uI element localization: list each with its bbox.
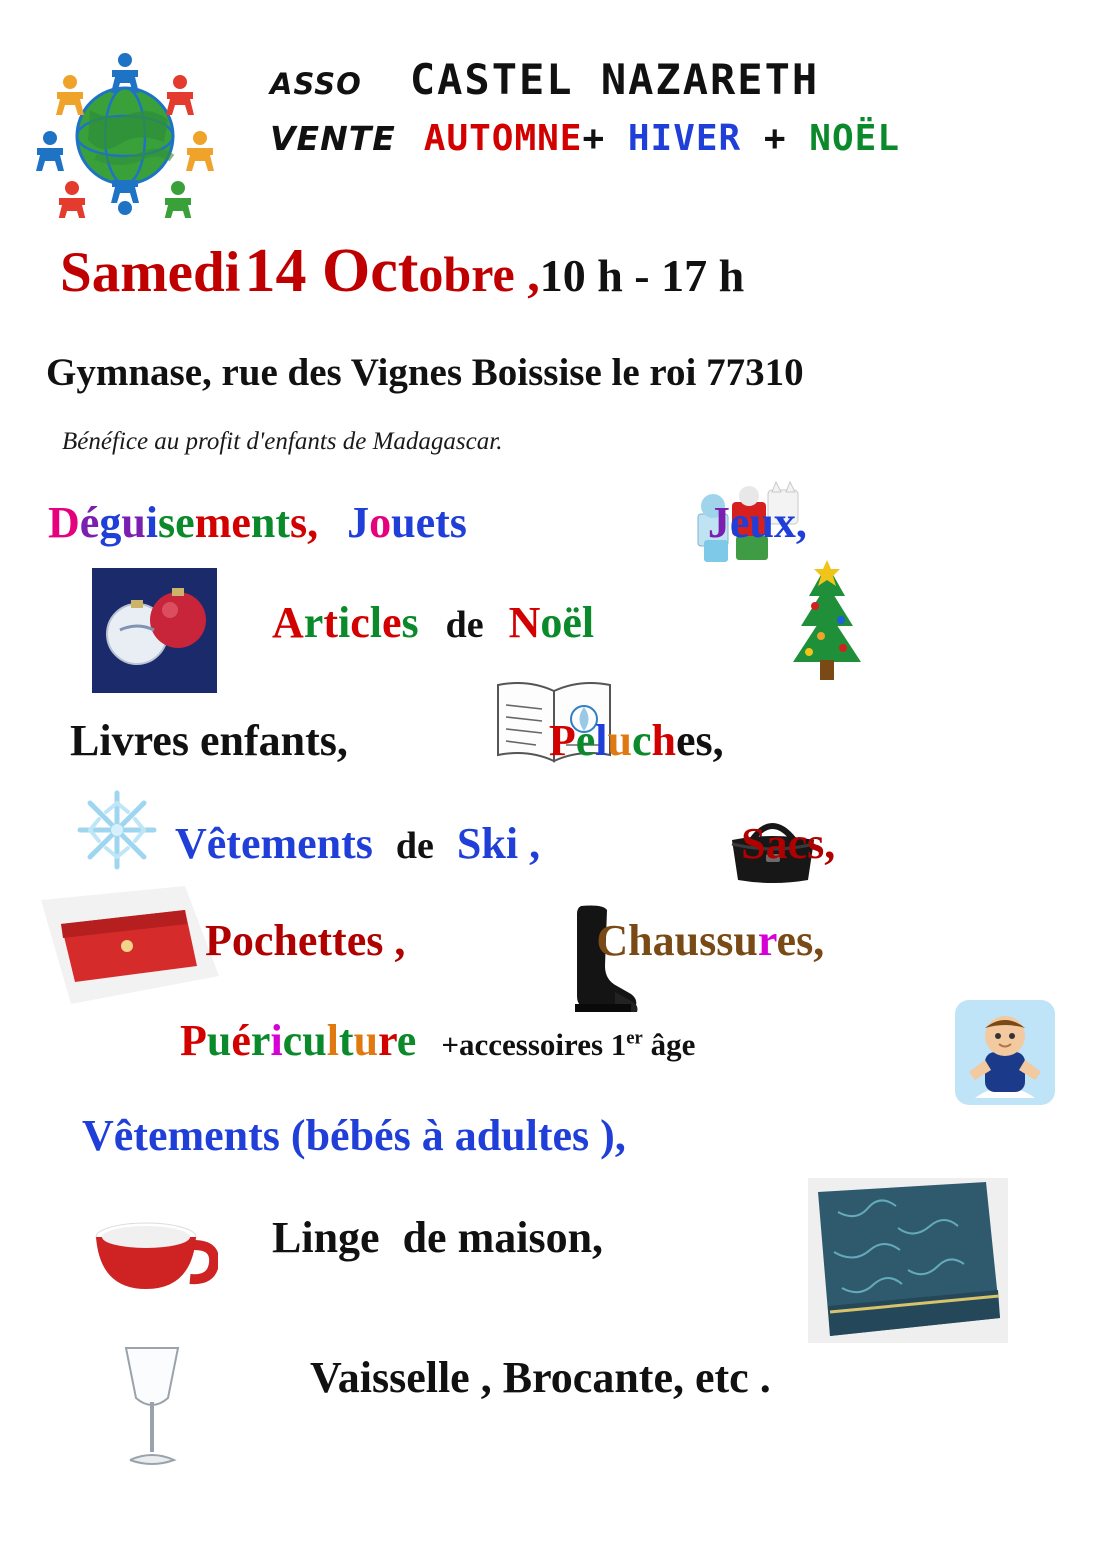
cat-livres-enfants: Livres enfants, <box>70 716 348 765</box>
cat-accessoires-sup: er <box>626 1027 643 1049</box>
event-benefit-note: Bénéfice au profit d'enfants de Madagascar. <box>62 428 503 455</box>
cat-de: de <box>445 604 484 646</box>
asso-title-line <box>270 55 1080 104</box>
vente-title-line <box>270 118 1080 159</box>
cat-linge: Linge <box>272 1213 380 1262</box>
category-line-6 <box>180 1015 695 1066</box>
season-noel: NOËL <box>809 118 900 159</box>
category-line-9 <box>310 1352 771 1403</box>
cat-jeux-rest: eux, <box>729 498 807 547</box>
category-line-2 <box>272 597 594 648</box>
cat-articles: Articles <box>272 598 419 647</box>
cat-jeux: J <box>707 498 730 547</box>
baby-icon <box>955 1000 1055 1105</box>
event-place: Gymnase, rue des Vignes Boissise le roi 77310 <box>46 351 804 394</box>
red-pouch-icon <box>35 880 225 1010</box>
event-date-line <box>60 236 744 307</box>
vente-label: VENTE <box>270 119 396 158</box>
category-line-7 <box>82 1110 626 1161</box>
cat-sacs: Sacs, <box>741 819 836 868</box>
cat-ski: Ski , <box>456 819 541 868</box>
header-text-block <box>270 55 1080 159</box>
cat-accessoires: +accessoires 1er âge <box>441 1027 696 1062</box>
event-daynum: 14 Oct <box>244 237 419 305</box>
season-hiver: HIVER <box>627 118 742 159</box>
christmas-tree-icon <box>775 560 880 695</box>
asso-label: ASSO <box>270 67 362 101</box>
cat-peluches: Peluches, <box>548 716 724 765</box>
folded-towel-icon <box>808 1178 1008 1343</box>
category-line-8 <box>272 1212 603 1263</box>
event-hours: 10 h - 17 h <box>539 250 745 301</box>
cat-jouets-rest: uets <box>391 498 467 547</box>
cat-vetements-ski: Vêtements <box>175 819 373 868</box>
snowflake-icon <box>72 785 162 875</box>
cat-noel-rest: oël <box>540 598 595 647</box>
season-group <box>424 118 900 159</box>
season-plus-1: + <box>582 118 606 159</box>
category-line-4 <box>175 818 835 869</box>
cat-de-2: de <box>395 825 434 867</box>
event-day: Samedi <box>60 241 241 304</box>
cat-chaussures: Chaussures, <box>596 916 825 965</box>
wine-glass-icon <box>110 1340 195 1475</box>
cat-puericulture: Puériculture <box>180 1016 417 1065</box>
poster-header <box>0 30 1100 220</box>
season-automne: AUTOMNE <box>423 118 583 159</box>
christmas-bauble-icon <box>92 568 217 693</box>
cat-jouets-j: J <box>347 498 370 547</box>
org-name: CASTEL NAZARETH <box>409 55 820 104</box>
people-globe-logo <box>30 48 220 218</box>
category-line-1 <box>48 497 807 548</box>
cat-jouets-o: o <box>369 498 392 547</box>
cat-linge-maison: de maison, <box>402 1213 604 1262</box>
category-line-3 <box>70 715 724 766</box>
category-line-5 <box>205 915 824 966</box>
cat-deguisements: Déguisements, <box>48 498 319 547</box>
cat-noel: N <box>508 598 541 647</box>
cat-pochettes: Pochettes , <box>205 916 406 965</box>
cat-vaisselle-brocante: Vaisselle , Brocante, etc . <box>310 1353 771 1402</box>
cat-accessoires-age: âge <box>642 1027 696 1062</box>
red-cup-icon <box>88 1205 218 1310</box>
event-month-rest: obre , <box>418 246 540 302</box>
cat-vetements-all: Vêtements (bébés à adultes ), <box>82 1111 626 1160</box>
season-plus-2: + <box>763 118 787 159</box>
